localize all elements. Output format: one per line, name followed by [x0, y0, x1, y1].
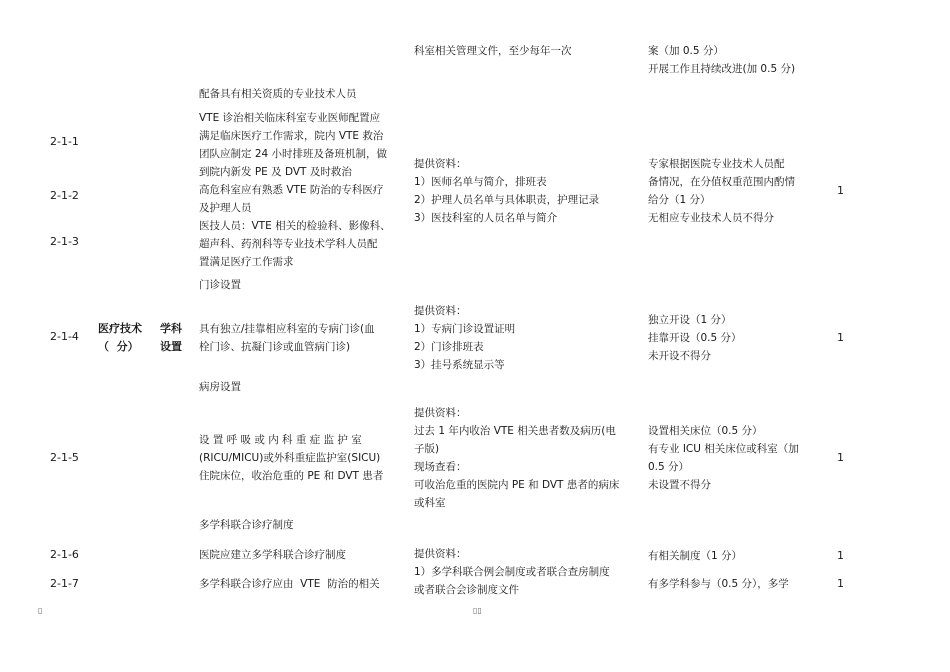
mdt-basis-l3: 或者联合会诊制度文件 — [414, 584, 519, 596]
item-2-1-5-l1: 设 置 呼 吸 或 内 科 重 症 监 护 室 — [199, 434, 362, 446]
mdt-scoring-1: 有相关制度（1 分） — [648, 550, 743, 562]
id-2-1-5: 2-1-5 — [50, 451, 79, 464]
ward-heading: 病房设置 — [199, 381, 241, 393]
staff-heading: 配备具有相关资质的专业技术人员 — [199, 88, 357, 100]
mdt-points-1: 1 — [837, 549, 844, 562]
ward-scoring-l4: 未设置不得分 — [648, 479, 711, 491]
item-2-1-1-l4: 到院内新发 PE 及 DVT 及时救治 — [199, 166, 352, 178]
category-sub-2: 设置 — [160, 340, 182, 353]
item-2-1-1-l3: 团队应制定 24 小时排班及备班机制，做 — [199, 148, 388, 160]
clinic-basis-l3: 2）门诊排班表 — [414, 341, 484, 353]
ward-scoring-l2: 有专业 ICU 相关床位或科室（加 — [648, 443, 799, 455]
basis-cont: 科室相关管理文件，至少每年一次 — [414, 45, 572, 57]
item-2-1-2-l1: 高危科室应有熟悉 VTE 防治的专科医疗 — [199, 184, 384, 196]
id-2-1-7: 2-1-7 — [50, 577, 79, 590]
item-2-1-3-l3: 置满足医疗工作需求 — [199, 256, 294, 268]
id-2-1-2: 2-1-2 — [50, 189, 79, 202]
item-2-1-1-l2: 满足临床医疗工作需求，院内 VTE 救治 — [199, 130, 384, 142]
ward-basis-l5: 可收治危重的医院内 PE 和 DVT 患者的病床 — [414, 479, 620, 491]
clinic-heading: 门诊设置 — [199, 279, 241, 291]
staff-basis-l2: 1）医师名单与简介，排班表 — [414, 176, 547, 188]
scoring-cont-2: 开展工作且持续改进(加 0.5 分) — [648, 63, 796, 75]
staff-points: 1 — [837, 184, 844, 197]
mdt-heading: 多学科联合诊疗制度 — [199, 519, 294, 531]
ward-points: 1 — [837, 451, 844, 464]
mdt-basis-l2: 1）多学科联合例会制度或者联合查房制度 — [414, 566, 610, 578]
staff-scoring-l1: 专家根据医院专业技术人员配 — [648, 158, 785, 170]
id-2-1-6: 2-1-6 — [50, 548, 79, 561]
item-2-1-3-l1: 医技人员：VTE 相关的检验科、影像科、 — [199, 220, 391, 232]
clinic-basis-l1: 提供资料： — [414, 305, 467, 317]
staff-basis-l1: 提供资料： — [414, 158, 467, 170]
item-2-1-7: 多学科联合诊疗应由 VTE 防治的相关 — [199, 578, 380, 590]
footer-left-mark: ▯ — [38, 606, 43, 615]
mdt-scoring-2: 有多学科参与（0.5 分），多学 — [648, 578, 789, 590]
mdt-points-2: 1 — [837, 577, 844, 590]
id-2-1-4: 2-1-4 — [50, 330, 79, 343]
ward-basis-l2: 过去 1 年内收治 VTE 相关患者数及病历(电 — [414, 425, 616, 437]
staff-scoring-l2: 备情况，在分值权重范围内酌情 — [648, 176, 795, 188]
id-2-1-3: 2-1-3 — [50, 235, 79, 248]
staff-basis-l3: 2）护理人员名单与具体职责，护理记录 — [414, 194, 600, 206]
category-sub-1: 学科 — [160, 322, 182, 335]
ward-basis-l3: 子版) — [414, 443, 440, 455]
clinic-scoring-l2: 挂靠开设（0.5 分） — [648, 332, 742, 344]
ward-basis-l6: 或科室 — [414, 497, 446, 509]
category-name: 医疗技术 — [98, 322, 142, 335]
ward-basis-l1: 提供资料： — [414, 407, 467, 419]
scoring-cont-1: 案（加 0.5 分） — [648, 45, 724, 57]
footer-center-mark: ▯▯ — [473, 606, 482, 615]
clinic-basis-l4: 3）挂号系统显示等 — [414, 359, 505, 371]
ward-basis-l4: 现场查看： — [414, 461, 467, 473]
item-2-1-3-l2: 超声科、药剂科等专业技术学科人员配 — [199, 238, 378, 250]
item-2-1-2-l2: 及护理人员 — [199, 202, 252, 214]
item-2-1-6: 医院应建立多学科联合诊疗制度 — [199, 549, 346, 561]
mdt-basis-l1: 提供资料： — [414, 548, 467, 560]
clinic-basis-l2: 1）专病门诊设置证明 — [414, 323, 516, 335]
staff-basis-l4: 3）医技科室的人员名单与简介 — [414, 212, 558, 224]
clinic-scoring-l3: 未开设不得分 — [648, 350, 711, 362]
ward-scoring-l1: 设置相关床位（0.5 分） — [648, 425, 763, 437]
id-2-1-1: 2-1-1 — [50, 135, 79, 148]
clinic-points: 1 — [837, 331, 844, 344]
item-2-1-5-l3: 住院床位，收治危重的 PE 和 DVT 患者 — [199, 470, 384, 482]
item-2-1-1-l1: VTE 诊治相关临床科室专业医师配置应 — [199, 112, 381, 124]
category-score: （ 分） — [98, 340, 139, 353]
staff-scoring-l4: 无相应专业技术人员不得分 — [648, 212, 774, 224]
staff-scoring-l3: 给分（1 分） — [648, 194, 711, 206]
clinic-scoring-l1: 独立开设（1 分） — [648, 314, 732, 326]
item-2-1-5-l2: (RICU/MICU)或外科重症监护室(SICU) — [199, 452, 381, 464]
item-2-1-4-l1: 具有独立/挂靠相应科室的专病门诊(血 — [199, 323, 375, 335]
item-2-1-4-l2: 栓门诊、抗凝门诊或血管病门诊) — [199, 341, 351, 353]
ward-scoring-l3: 0.5 分） — [648, 461, 690, 473]
